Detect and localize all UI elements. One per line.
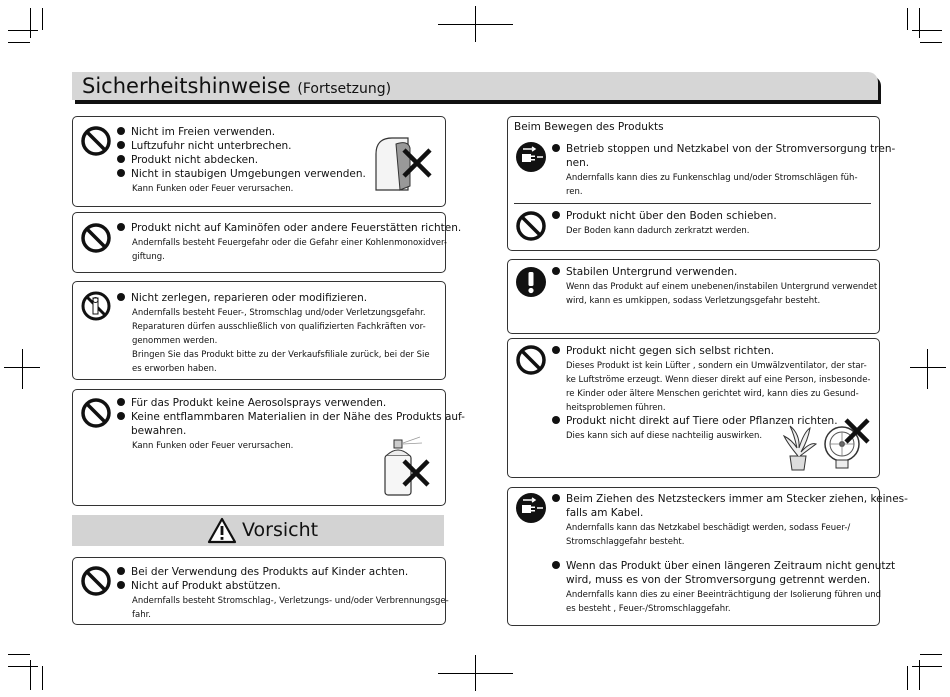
bullet-item (117, 222, 461, 235)
page-title-sub: (Fortsetzung) (297, 81, 392, 97)
covered-product-illustration (370, 134, 440, 196)
note-text: Der Boden kann dadurch zerkratzt werden. (566, 226, 750, 236)
bullet-text: Produkt nicht gegen sich selbst richten. (566, 345, 775, 357)
note-text: genommen werden. (132, 336, 218, 346)
bullet-text: Produkt nicht über den Boden schieben. (566, 210, 777, 222)
bullet-text: Stabilen Untergrund verwenden. (566, 266, 738, 278)
caution-heading: Vorsicht (242, 519, 319, 541)
note-text: Andernfalls kann das Netzkabel beschädigt werden, sodass Feuer-/ (566, 523, 851, 533)
unplug-icon (515, 141, 547, 173)
aerosol-can-illustration (378, 433, 438, 499)
bullet-item (117, 411, 465, 424)
bullet-continuation: wird, muss es von der Stromversorgung getrennt werden. (566, 574, 871, 586)
note-text: Andernfalls kann dies zu Funkenschlag und/oder Stromschlägen füh- (566, 173, 858, 183)
note-text: Kann Funken oder Feuer verursachen. (132, 184, 294, 194)
note-text: Bringen Sie das Produkt bitte zu der Verkaufsfiliale zurück, bei der Sie (132, 350, 430, 360)
mandatory-exclamation-icon (515, 266, 547, 298)
note-text: ke Luftströme erzeugt. Wenn dieser direkt auf eine Person, insbesonde- (566, 375, 871, 385)
bullet-text: Nicht im Freien verwenden. (131, 126, 276, 138)
bullet-text: Beim Ziehen des Netzsteckers immer am Stecker ziehen, keines- (566, 493, 908, 505)
bullet-text: Produkt nicht abdecken. (131, 154, 259, 166)
bullet-text: Nicht zerlegen, reparieren oder modifizieren. (131, 292, 368, 304)
bullet-item (117, 140, 292, 153)
caution-triangle-icon (207, 517, 237, 544)
bullet-item (117, 154, 258, 167)
bullet-text: Luftzufuhr nicht unterbrechen. (131, 140, 292, 152)
unplug-icon (515, 492, 547, 524)
note-text: es erworben haben. (132, 364, 217, 374)
bullet-text: Produkt nicht auf Kaminöfen oder andere Feuerstätten richten. (131, 222, 462, 234)
bullet-text: Betrieb stoppen und Netzkabel von der Stromversorgung tren- (566, 143, 896, 155)
bullet-text: Nicht auf Produkt abstützen. (131, 580, 281, 592)
prohibition-icon (80, 397, 112, 429)
bullet-item (117, 580, 281, 593)
note-text: es besteht , Feuer-/Stromschlaggefahr. (566, 604, 731, 614)
bullet-text: Bei der Verwendung des Produkts auf Kinder achten. (131, 566, 409, 578)
note-text: Andernfalls besteht Feuergefahr oder die Gefahr einer Kohlenmonoxidver- (132, 238, 447, 248)
note-text: Reparaturen dürfen ausschließlich von qualifizierten Fachkräften vor- (132, 322, 426, 332)
note-text: fahr. (132, 610, 152, 620)
bullet-item (117, 126, 275, 139)
note-text: wird, kann es umkippen, sodass Verletzungsgefahr besteht. (566, 296, 821, 306)
bullet-item (552, 266, 737, 279)
bullet-item (552, 210, 777, 223)
prohibition-icon (80, 125, 112, 157)
page-title (82, 74, 391, 98)
page-title-main: Sicherheitshinweise (82, 74, 291, 98)
note-text: Andernfalls besteht Feuer-, Stromschlag und/oder Verletzungsgefahr. (132, 308, 426, 318)
note-text: Kann Funken oder Feuer verursachen. (132, 441, 294, 451)
note-text: Stromschlaggefahr besteht. (566, 537, 685, 547)
bullet-item (117, 566, 408, 579)
prohibition-icon (80, 222, 112, 254)
bullet-item (117, 397, 386, 410)
plant-and-fan-illustration (780, 414, 876, 472)
bullet-continuation: falls am Kabel. (566, 507, 644, 519)
bullet-item (552, 345, 774, 358)
prohibition-icon (80, 565, 112, 597)
note-text: ren. (566, 187, 583, 197)
bullet-continuation: bewahren. (131, 425, 187, 437)
bullet-text: Wenn das Produkt über einen längeren Zeitraum nicht genutzt (566, 560, 896, 572)
bullet-text: Nicht in staubigen Umgebungen verwenden. (131, 168, 366, 180)
bullet-continuation: nen. (566, 157, 590, 169)
no-disassembly-icon (80, 290, 112, 322)
section-title: Beim Bewegen des Produkts (514, 121, 664, 133)
bullet-item (117, 168, 366, 181)
bullet-item (117, 292, 367, 305)
note-text: giftung. (132, 252, 165, 262)
note-text: Andernfalls besteht Stromschlag-, Verletzungs- und/oder Verbrennungsge- (132, 596, 449, 606)
bullet-text: Produkt nicht direkt auf Tiere oder Pflanzen richten. (566, 415, 838, 427)
bullet-text: Für das Produkt keine Aerosolsprays verwenden. (131, 397, 387, 409)
note-text: re Kinder oder ältere Menschen gerichtet wird, kann dies zu Gesund- (566, 389, 859, 399)
note-text: Wenn das Produkt auf einem unebenen/instabilen Untergrund verwendet (566, 282, 878, 292)
bullet-item (552, 560, 895, 573)
note-text: Dies kann sich auf diese nachteilig auswirken. (566, 431, 763, 441)
note-text: Dieses Produkt ist kein Lüfter , sondern ein Umwälzventilator, der star- (566, 361, 867, 371)
prohibition-icon (515, 210, 547, 242)
bullet-item (552, 493, 908, 506)
prohibition-icon (515, 344, 547, 376)
bullet-item (552, 143, 895, 156)
note-text: heitsproblemen führen. (566, 403, 666, 413)
note-text: Andernfalls kann dies zu einer Beeinträchtigung der Isolierung führen und (566, 590, 882, 600)
divider (514, 203, 871, 204)
bullet-text: Keine entflammbaren Materialien in der Nähe des Produkts auf- (131, 411, 465, 423)
